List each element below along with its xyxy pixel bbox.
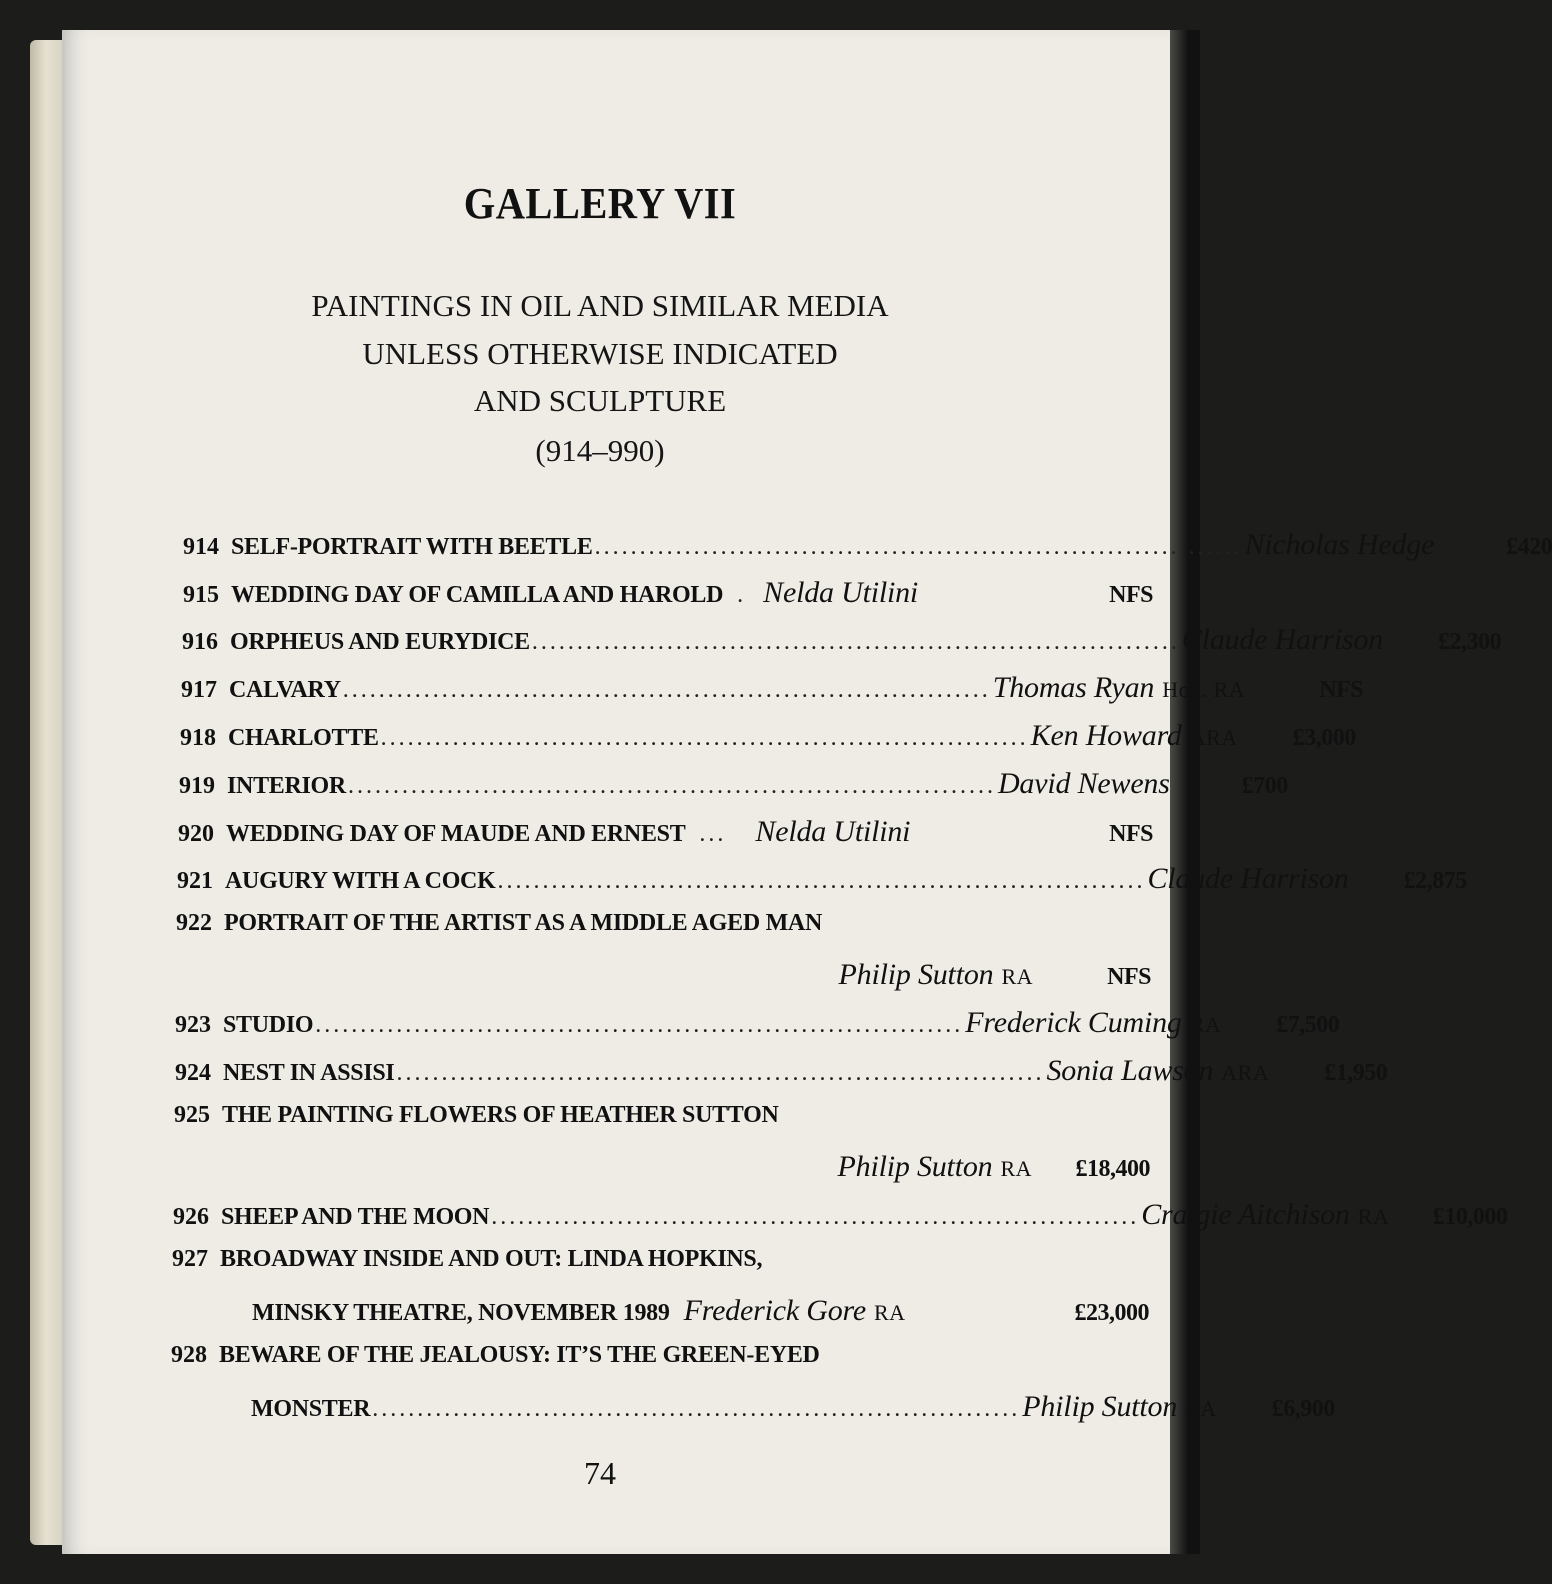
entry-price: NFS bbox=[1107, 964, 1151, 990]
entry-price: £420 bbox=[1506, 534, 1552, 560]
entry-title-continued: MONSTER bbox=[251, 1396, 371, 1422]
entry-number: 916 bbox=[182, 629, 218, 655]
entry-number: 922 bbox=[176, 910, 212, 936]
entry-number: 921 bbox=[177, 868, 213, 894]
catalogue-entry bbox=[180, 719, 1356, 759]
catalogue-entry bbox=[183, 576, 1153, 616]
entry-artist: Philip Sutton bbox=[838, 958, 994, 991]
entry-price: £18,400 bbox=[1075, 1156, 1150, 1182]
entry-price: NFS bbox=[1109, 821, 1153, 847]
leader-dots: ........................................................................ bbox=[347, 773, 996, 799]
catalogue-entry bbox=[172, 1246, 1149, 1286]
entry-number: 920 bbox=[178, 821, 214, 847]
entry-title: SHEEP AND THE MOON bbox=[221, 1204, 490, 1230]
entry-title: WEDDING DAY OF MAUDE AND ERNEST bbox=[226, 821, 686, 847]
entry-title: THE PAINTING FLOWERS OF HEATHER SUTTON bbox=[222, 1102, 779, 1128]
catalogue-entry bbox=[179, 767, 1288, 807]
catalogue-entry bbox=[173, 1198, 1508, 1238]
catalogue-entry-continued bbox=[172, 1294, 1149, 1334]
entry-rank: ARA bbox=[1189, 725, 1238, 750]
entry-price: £1,950 bbox=[1324, 1060, 1388, 1086]
entry-title: STUDIO bbox=[223, 1012, 314, 1038]
entry-number: 926 bbox=[173, 1204, 209, 1230]
entry-artist: Claude Harrison bbox=[1181, 623, 1384, 656]
entry-artist: David Newens bbox=[997, 767, 1170, 800]
entry-title: BROADWAY INSIDE AND OUT: LINDA HOPKINS, bbox=[220, 1246, 763, 1272]
leader-dots: ........................................................................ bbox=[372, 1396, 1021, 1422]
leader-dots: ........................................................................ bbox=[531, 629, 1180, 655]
subtitle-line-2: UNLESS OTHERWISE INDICATED bbox=[362, 336, 838, 371]
leader-dots: ........................................................................ bbox=[594, 534, 1243, 560]
leader-dots: ........................................................................ bbox=[497, 868, 1146, 894]
entry-artist: Nelda Utilini bbox=[763, 576, 919, 609]
catalogue-entry bbox=[174, 1102, 1150, 1142]
catalogue-entry-continued bbox=[176, 958, 1151, 998]
entry-artist: Nicholas Hedge bbox=[1244, 528, 1435, 561]
leader-dots: ........................................................................ bbox=[380, 725, 1029, 751]
catalogue-entry bbox=[182, 623, 1502, 663]
entry-title-continued: MINSKY THEATRE, NOVEMBER 1989 bbox=[252, 1300, 670, 1326]
entry-number: 917 bbox=[181, 677, 217, 703]
entry-artist: Ken Howard bbox=[1030, 719, 1182, 752]
catalogue-entry bbox=[171, 1342, 1148, 1382]
leader-dots: . bbox=[737, 582, 747, 608]
leader-dots: ........................................................................ bbox=[315, 1012, 964, 1038]
entry-number: 914 bbox=[183, 534, 219, 560]
entry-price: NFS bbox=[1109, 582, 1153, 608]
catalogue-range: (914–990) bbox=[535, 433, 665, 468]
catalogue-entry bbox=[181, 671, 1364, 711]
entry-price: £2,300 bbox=[1438, 629, 1502, 655]
entry-artist: Frederick Cuming bbox=[965, 1006, 1182, 1039]
entry-title: WEDDING DAY OF CAMILLA AND HAROLD bbox=[231, 582, 724, 608]
entry-artist: Sonia Lawson bbox=[1046, 1054, 1214, 1087]
entry-number: 927 bbox=[172, 1246, 208, 1272]
entry-rank: RA bbox=[1357, 1204, 1390, 1229]
entry-price: NFS bbox=[1319, 677, 1364, 703]
entry-title: CALVARY bbox=[229, 677, 341, 703]
catalogue-entry bbox=[175, 1006, 1340, 1046]
entry-price: £23,000 bbox=[1074, 1300, 1149, 1326]
page-number: 74 bbox=[584, 1455, 616, 1491]
entry-price: £2,875 bbox=[1403, 868, 1467, 894]
entry-number: 918 bbox=[180, 725, 216, 751]
catalogue-entry bbox=[178, 815, 1153, 855]
subtitle-line-1: PAINTINGS IN OIL AND SIMILAR MEDIA bbox=[311, 288, 889, 323]
catalogue-entry bbox=[176, 910, 1151, 950]
entry-title: INTERIOR bbox=[227, 773, 346, 799]
entry-number: 919 bbox=[179, 773, 215, 799]
subtitle-line-3: AND SCULPTURE bbox=[473, 383, 727, 418]
entry-title: NEST IN ASSISI bbox=[223, 1060, 395, 1086]
entry-number: 928 bbox=[171, 1342, 207, 1368]
entry-artist: Philip Sutton bbox=[837, 1150, 993, 1183]
entry-price: £10,000 bbox=[1432, 1204, 1508, 1230]
entry-number: 923 bbox=[175, 1012, 211, 1038]
entry-artist: Craigie Aitchison bbox=[1141, 1198, 1350, 1231]
entry-number: 925 bbox=[174, 1102, 210, 1128]
catalogue-entry-continued bbox=[171, 1390, 1335, 1430]
entry-title: CHARLOTTE bbox=[228, 725, 379, 751]
entry-title: ORPHEUS AND EURYDICE bbox=[230, 629, 530, 655]
entry-artist: Nelda Utilini bbox=[755, 815, 911, 848]
leader-dots: ........................................................................ bbox=[396, 1060, 1045, 1086]
entry-title: SELF-PORTRAIT WITH BEETLE bbox=[231, 534, 593, 560]
entry-number: 924 bbox=[175, 1060, 211, 1086]
entry-rank: RA bbox=[1001, 964, 1033, 989]
entry-number: 915 bbox=[183, 582, 219, 608]
entry-title: PORTRAIT OF THE ARTIST AS A MIDDLE AGED MAN bbox=[224, 910, 822, 936]
entry-rank: ARA bbox=[1221, 1060, 1270, 1085]
entry-title: AUGURY WITH A COCK bbox=[225, 868, 496, 894]
entry-price: £3,000 bbox=[1292, 725, 1356, 751]
entry-artist: Thomas Ryan bbox=[992, 671, 1155, 704]
catalogue-entry bbox=[177, 862, 1467, 902]
entry-rank: RA bbox=[1185, 1396, 1217, 1421]
leader-dots: ........................................................................ bbox=[342, 677, 991, 703]
catalogue-entry bbox=[183, 528, 1552, 568]
entry-price: £7,500 bbox=[1276, 1012, 1340, 1038]
gallery-title: GALLERY VII bbox=[463, 179, 737, 228]
entry-title: BEWARE OF THE JEALOUSY: IT’S THE GREEN-EYED bbox=[219, 1342, 820, 1368]
entry-rank: RA bbox=[1189, 1012, 1222, 1037]
entry-rank: Hon. RA bbox=[1162, 677, 1246, 702]
catalogue-entry bbox=[175, 1054, 1388, 1094]
leader-dots: ........................................................................ bbox=[491, 1204, 1140, 1230]
leader-dots: ... bbox=[699, 821, 727, 847]
entry-rank: RA bbox=[873, 1300, 906, 1325]
entry-rank: RA bbox=[1000, 1156, 1032, 1181]
entry-price: £700 bbox=[1241, 773, 1288, 799]
entry-artist: Claude Harrison bbox=[1147, 862, 1349, 895]
entry-artist: Philip Sutton bbox=[1022, 1390, 1178, 1423]
entry-price: £6,900 bbox=[1271, 1396, 1335, 1422]
entry-artist: Frederick Gore bbox=[683, 1294, 866, 1327]
catalogue-entry-continued bbox=[174, 1150, 1150, 1190]
